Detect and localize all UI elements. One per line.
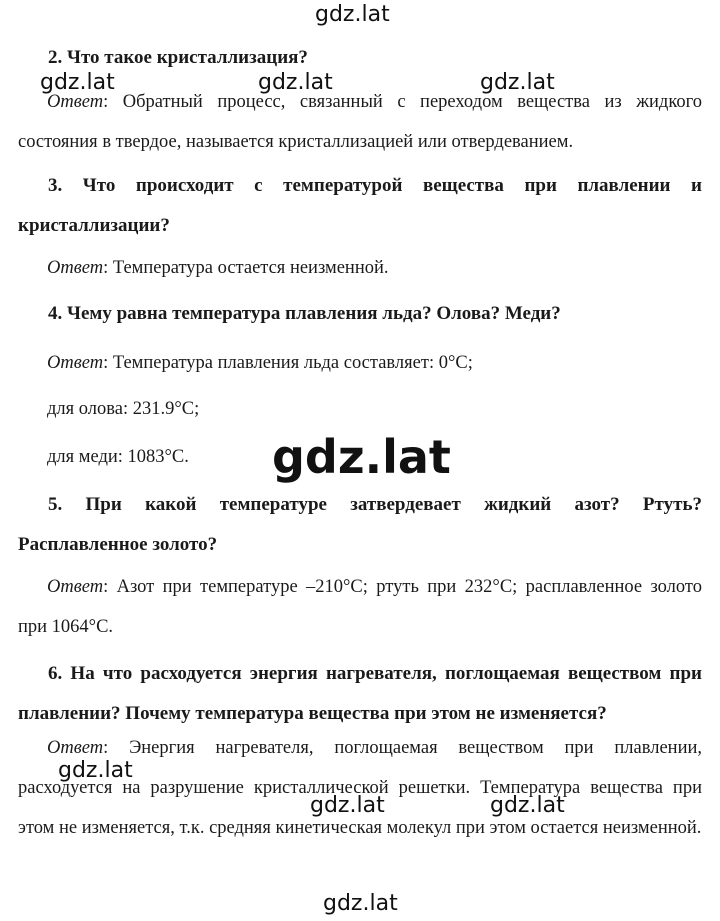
question-5-answer: Ответ: Азот при температуре –210°С; ртуть при 232°С; расплавленное золото при 1064°С.	[18, 577, 703, 637]
watermark-lower-right: gdz.lat	[490, 793, 565, 818]
answer-label: Ответ	[47, 92, 104, 112]
answer-text: Температура остается неизменной.	[112, 258, 389, 278]
question-4-extra-line-1: для олова: 231.9°С;	[47, 399, 200, 419]
answer-text: Температура плавления льда составляет: 0°С;	[112, 353, 473, 373]
answer-label: Ответ	[47, 258, 104, 278]
question-3-answer: Ответ: Температура остается неизменной.	[47, 258, 389, 278]
watermark-top: gdz.lat	[315, 2, 390, 27]
watermark-right: gdz.lat	[480, 70, 555, 95]
question-2-title: 2. Что такое кристаллизация?	[48, 47, 308, 68]
answer-label: Ответ	[47, 738, 104, 758]
question-2-answer: Ответ: Обратный процесс, связанный с переходом вещества из жидкого состояния в твердое, называется кристаллизацией или отвердеванием.	[18, 92, 703, 152]
question-4-title: 4. Чему равна температура плавления льда? Олова? Меди?	[48, 303, 561, 324]
question-4-extra-line-2: для меди: 1083°С.	[47, 447, 189, 467]
question-5-title: 5. При какой температуре затвердевает жидкий азот? Ртуть? Расплавленное золото?	[18, 494, 702, 555]
question-3-title: 3. Что происходит с температурой вещества при плавлении и кристаллизации?	[18, 175, 702, 236]
question-6-title: 6. На что расходуется энергия нагревателя, поглощаемая веществом при плавлении? Почему температура вещества при этом не изменяется?	[18, 663, 702, 724]
watermark-center: gdz.lat	[258, 70, 333, 95]
question-4-answer: Ответ: Температура плавления льда составляет: 0°С;	[47, 353, 473, 373]
answer-text: Азот при температуре –210°С; ртуть при 232°С; расплавленное золото при 1064°С.	[18, 577, 703, 637]
watermark-bottom: gdz.lat	[323, 891, 398, 916]
watermark-lower-center: gdz.lat	[310, 793, 385, 818]
watermark-large: gdz.lat	[272, 430, 451, 484]
answer-text: Обратный процесс, связанный с переходом вещества из жидкого состояния в твердое, называется кристаллизацией или отвердеванием.	[18, 92, 703, 152]
answer-label: Ответ	[47, 353, 104, 373]
watermark-left: gdz.lat	[40, 70, 115, 95]
answer-label: Ответ	[47, 577, 104, 597]
answer-text: Энергия нагревателя, поглощаемая веществом при плавлении, расходуется на разрушение кристаллической решетки. Температура вещества при этом не изменяется, т.к. средняя кинетическая молекул при этом остается неизменной.	[18, 738, 703, 838]
watermark-lower-left: gdz.lat	[58, 758, 133, 783]
question-6-answer: Ответ: Энергия нагревателя, поглощаемая веществом при плавлении, расходуется на разрушение кристаллической решетки. Температура вещества при этом не изменяется, т.к. средняя кинетическая молекул при этом остается неизменной.	[18, 738, 703, 838]
